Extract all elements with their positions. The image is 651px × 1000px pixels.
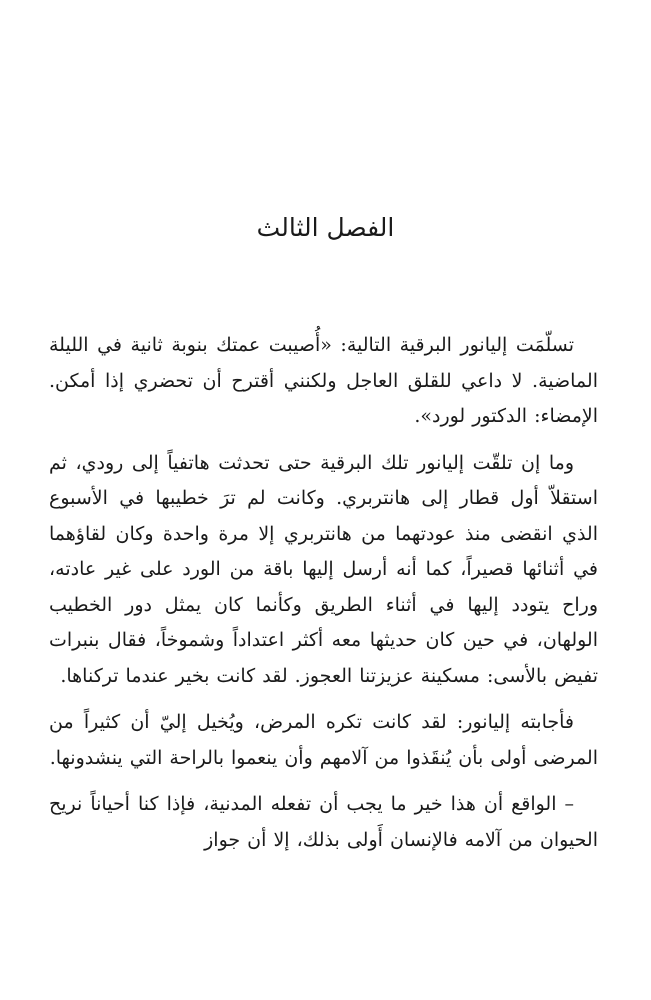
chapter-body xyxy=(49,328,598,869)
paragraph-journey: وما إن تلقّت إليانور تلك البرقية حتى تحدثت هاتفياً إلى رودي، ثم استقلاّ أول قطار إلى هانتربري. وكانت لم ترَ خطيبها في الأسبوع الذي انقضى منذ عودتهما من هانتربري إلا مرة واحدة وكان لقاؤهما في أثنائها قصيراً، كما أنه أرسل إليها باقة من الورد على غير عادته، وراح يتودد إليها في أثناء الطريق وكأنما كان يمثل دور الخطيب الولهان، في حين كان حديثها معه أكثر اعتداداً وشموخاً، فقال بنبرات تفيض بالأسى: مسكينة عزيزتنا العجوز. لقد كانت بخير عندما تركناها. xyxy=(49,451,598,687)
paragraph-eleanor-reply: فأجابته إليانور: لقد كانت تكره المرض، ويُخيل إليّ أن كثيراً من المرضى أولى بأن يُنقَذوا من آلامهم وأن ينعموا بالراحة التي ينشدونها. xyxy=(49,711,598,769)
paragraph-dialog-civilization: – الواقع أن هذا خير ما يجب أن تفعله المدنية، فإذا كنا أحياناً نريح الحيوان من آلامه فالإنسان أَولى بذلك، إلا أن جواز xyxy=(49,793,598,851)
paragraph-telegram: تسلّمَت إليانور البرقية التالية: «أُصيبت عمتك بنوبة ثانية في الليلة الماضية. لا داعي للقلق العاجل ولكنني أقترح أن تحضري إذا أمكن. الإمضاء: الدكتور لورد». xyxy=(49,334,598,427)
chapter-title: الفصل الثالث xyxy=(256,213,395,242)
